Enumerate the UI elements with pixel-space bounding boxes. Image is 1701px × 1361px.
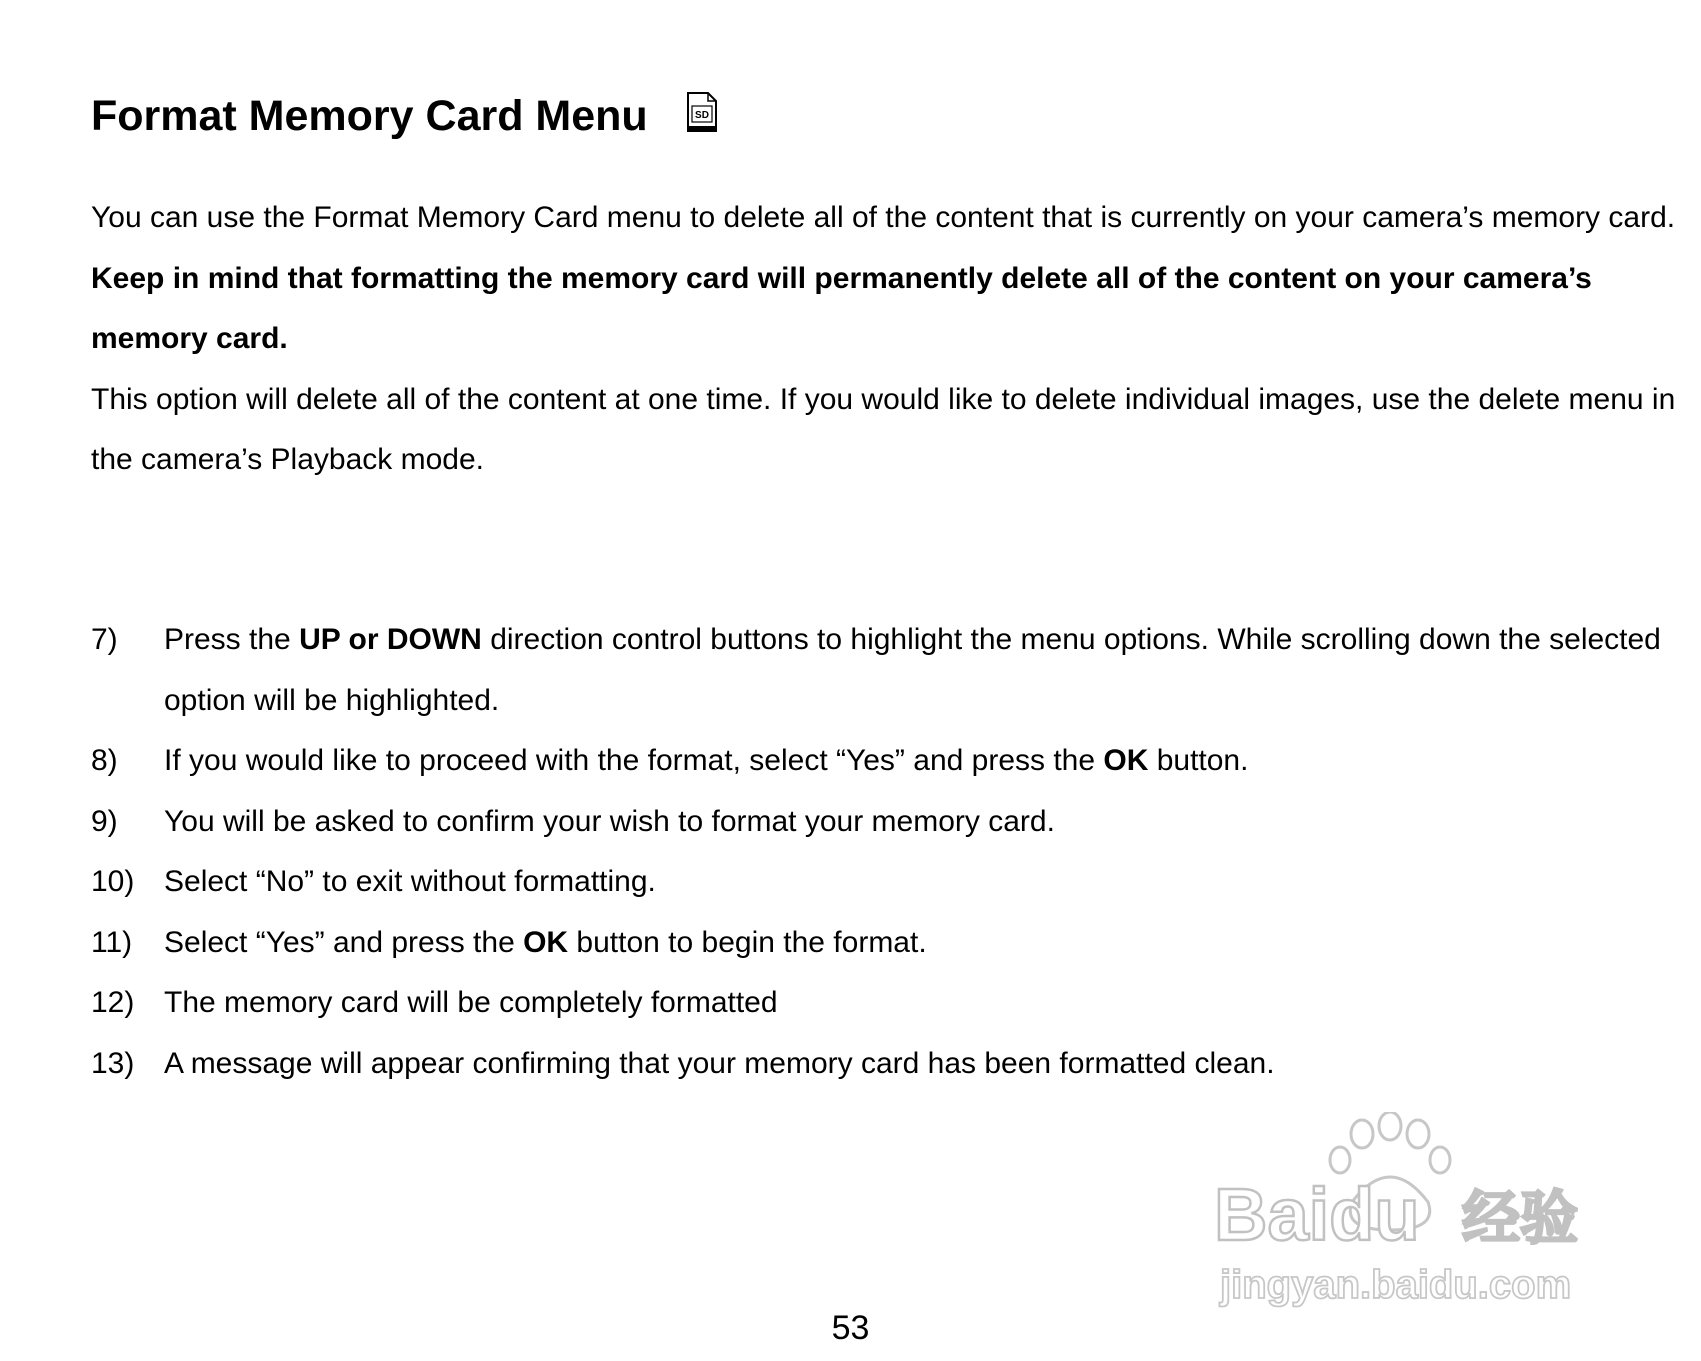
sd-card-icon <box>686 92 718 132</box>
step-text-bold: OK <box>1103 744 1149 777</box>
watermark-brand: Baidu <box>1214 1173 1420 1256</box>
baidu-jingyan-watermark <box>1212 1112 1622 1312</box>
step-text-part: button. <box>1148 744 1249 777</box>
watermark-cjk: 经验 <box>1462 1186 1579 1251</box>
steps-list <box>91 610 1681 1094</box>
step-text <box>164 792 1681 853</box>
step-number: 11) <box>91 925 133 959</box>
step-text <box>164 913 1681 974</box>
intro-section <box>91 188 1681 491</box>
step-number: 8) <box>91 744 118 777</box>
page-title: Format Memory Card Menu <box>91 92 648 140</box>
step-text <box>164 973 1681 1034</box>
step-text-part: The memory card will be completely formatted <box>164 986 778 1019</box>
step-item <box>91 1034 1681 1095</box>
step-text-bold: OK <box>523 925 569 959</box>
step-number: 10) <box>91 865 135 898</box>
step-text-part: Select “Yes” and press the <box>164 925 524 959</box>
page-number: 53 <box>831 1309 870 1347</box>
step-text-part: button to begin the format. <box>568 925 927 959</box>
watermark-url: jingyan.baidu.com <box>1220 1263 1572 1307</box>
warning-paragraph: Keep in mind that formatting the memory card will permanently delete all of the content on your camera’s memory card. <box>91 261 1592 355</box>
step-number: 13) <box>91 1046 135 1080</box>
intro-paragraph: You can use the Format Memory Card menu to delete all of the content that is currently on your camera’s memory card. <box>91 201 1676 234</box>
step-text-part: If you would like to proceed with the format, select “Yes” and press the <box>164 744 1104 777</box>
step-text-part: direction control buttons to highlight the menu options. While scrolling down the selected option will be highlighted. <box>164 623 1661 717</box>
step-text <box>164 852 1681 913</box>
step-text-bold: UP or DOWN <box>299 623 482 656</box>
step-text <box>164 731 1681 792</box>
step-number: 12) <box>91 986 135 1019</box>
step-item <box>91 731 1681 792</box>
step-text-part: You will be asked to confirm your wish to format your memory card. <box>164 804 1055 838</box>
step-item <box>91 852 1681 913</box>
note-paragraph: This option will delete all of the content at one time. If you would like to delete individual images, use the delete menu in the camera’s Playback mode. <box>91 382 1676 476</box>
step-text-part: Select “No” to exit without formatting. <box>164 865 656 898</box>
title-row <box>91 86 718 146</box>
step-text-part: Press the <box>164 623 300 656</box>
step-item <box>91 610 1681 731</box>
step-text <box>164 1034 1681 1095</box>
step-item <box>91 973 1681 1034</box>
step-text <box>164 610 1681 731</box>
sd-card-icon-label: SD <box>694 110 709 121</box>
step-item <box>91 792 1681 853</box>
step-item <box>91 913 1681 974</box>
step-text-part: A message will appear confirming that your memory card has been formatted clean. <box>164 1046 1275 1080</box>
step-number: 7) <box>91 623 118 656</box>
step-number: 9) <box>91 804 118 838</box>
